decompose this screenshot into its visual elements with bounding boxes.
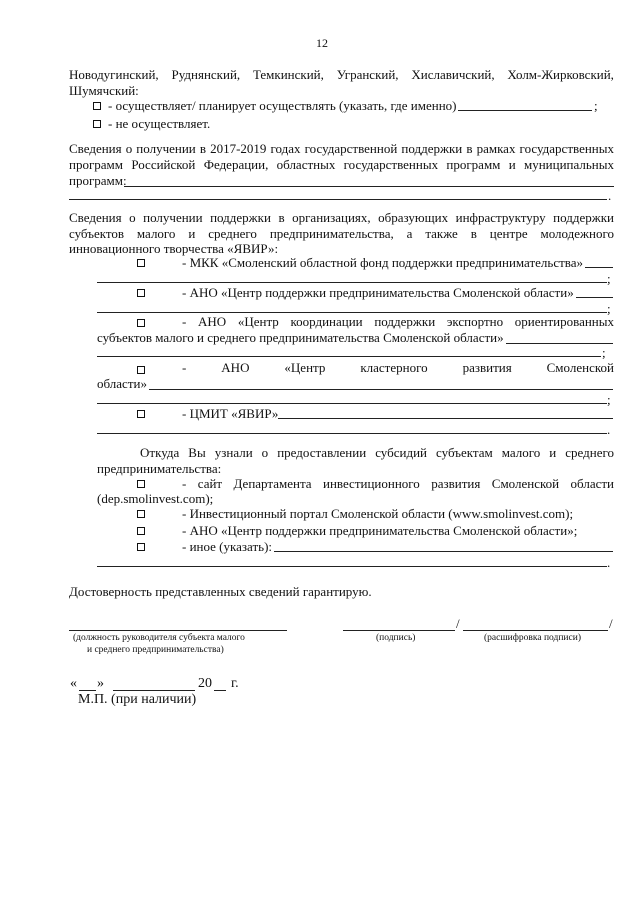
infra-item-mkk: - МКК «Смоленский областной фонд поддержки предпринимательства»: [182, 255, 584, 270]
source-opt-dep-1: - сайт Департамента инвестиционного развития Смоленской области: [182, 476, 614, 491]
checkbox-cmit[interactable]: [137, 410, 145, 418]
fill-line-mkk-1[interactable]: [585, 267, 613, 268]
checkbox-implements[interactable]: [93, 102, 101, 110]
caption-decode: (расшифровка подписи): [484, 633, 581, 643]
source-opt-dep-2: (dep.smolinvest.com);: [97, 491, 214, 506]
source-line-2: предпринимательства:: [97, 461, 222, 476]
support-end: .: [608, 188, 612, 203]
page-number: 12: [316, 36, 328, 50]
infra-item-export-end: ;: [602, 345, 606, 360]
source-opt-other: - иное (указать):: [182, 539, 273, 554]
infra-line-2: субъектов малого и среднего предпринимательства, а также в центре молодежного: [69, 226, 614, 241]
option-implements-end: ;: [594, 98, 598, 113]
fill-line-support-2[interactable]: [69, 199, 607, 200]
date-close-quote: »: [97, 676, 104, 691]
fill-line-month[interactable]: [113, 690, 195, 691]
support-line-3: программ:: [69, 173, 127, 188]
checkbox-invest-portal[interactable]: [137, 510, 145, 518]
fill-line-cmit-1[interactable]: [278, 418, 613, 419]
support-line-2: программ Российской Федерации, областных государственных программ и муниципальных: [69, 157, 614, 172]
fill-line-year[interactable]: [214, 690, 226, 691]
guarantee-text: Достоверность представленных сведений гарантирую.: [69, 584, 372, 599]
checkbox-other[interactable]: [137, 543, 145, 551]
checkbox-mkk[interactable]: [137, 259, 145, 267]
stamp-label: М.П. (при наличии): [78, 692, 197, 707]
fill-line-cluster-2[interactable]: [97, 403, 607, 404]
infra-item-cmit: - ЦМИТ «ЯВИР»: [182, 406, 279, 421]
fill-line-other-1[interactable]: [274, 551, 613, 552]
fill-line-cluster-1[interactable]: [149, 389, 613, 390]
district-word: Руднянский,: [171, 67, 241, 82]
date-year-suffix: г.: [231, 676, 239, 691]
fill-line-where[interactable]: [458, 110, 592, 111]
districts-line-1: [69, 67, 614, 82]
cluster-word: «Центр: [284, 360, 326, 375]
fill-line-cmit-2[interactable]: [97, 433, 607, 434]
slash-2: /: [609, 616, 613, 631]
cluster-word: -: [182, 360, 187, 375]
caption-signature: (подпись): [376, 633, 416, 643]
cluster-word: развития: [462, 360, 512, 375]
fill-line-decode[interactable]: [463, 630, 608, 631]
fill-line-mkk-2[interactable]: [97, 282, 607, 283]
cluster-word: Смоленской: [546, 360, 614, 375]
district-word: Хиславичский,: [411, 67, 495, 82]
checkbox-not-implements[interactable]: [93, 120, 101, 128]
infra-line-3: инновационного творчества «ЯВИР»:: [69, 241, 279, 256]
date-open-quote: «: [70, 676, 77, 691]
checkbox-cluster-center[interactable]: [137, 366, 145, 374]
fill-line-support-1[interactable]: [124, 186, 614, 187]
infra-item-ano-end: ;: [607, 301, 611, 316]
infra-item-cluster-2: области»: [97, 376, 147, 391]
fill-line-other-2[interactable]: [97, 566, 607, 567]
option-not-implements: - не осуществляет.: [108, 116, 211, 131]
infra-item-export-1: - АНО «Центр координации поддержки экспортно ориентированных: [182, 314, 614, 329]
district-word: Новодугинский,: [69, 67, 159, 82]
fill-line-position[interactable]: [69, 630, 287, 631]
checkbox-ano-support[interactable]: [137, 527, 145, 535]
caption-position-1: (должность руководителя субъекта малого: [73, 633, 245, 643]
fill-line-export-2[interactable]: [97, 356, 601, 357]
infra-item-export-2: субъектов малого и среднего предпринимательства Смоленской области»: [97, 330, 504, 345]
source-end: .: [607, 555, 611, 570]
date-year-prefix: 20: [198, 676, 212, 691]
caption-position-2: и среднего предпринимательства): [87, 645, 224, 655]
fill-line-ano-1[interactable]: [576, 297, 613, 298]
district-word: Холм-Жирковский,: [507, 67, 614, 82]
fill-line-signature[interactable]: [343, 630, 455, 631]
cluster-word: кластерного: [360, 360, 428, 375]
source-opt-ano: - АНО «Центр поддержки предпринимательства Смоленской области»;: [182, 523, 578, 538]
checkbox-dep-site[interactable]: [137, 480, 145, 488]
checkbox-export-center[interactable]: [137, 319, 145, 327]
infra-item-cmit-end: .: [607, 422, 611, 437]
infra-item-ano-center: - АНО «Центр поддержки предпринимательства Смоленской области»: [182, 285, 574, 300]
slash-1: /: [456, 616, 460, 631]
fill-line-ano-2[interactable]: [97, 312, 607, 313]
cluster-word: АНО: [221, 360, 250, 375]
source-opt-portal: - Инвестиционный портал Смоленской области (www.smolinvest.com);: [182, 506, 574, 521]
infra-line-1: Сведения о получении поддержки в организациях, образующих инфраструктуру поддержки: [69, 210, 614, 225]
support-line-1: Сведения о получении в 2017-2019 годах государственной поддержки в рамках государственных: [69, 141, 614, 156]
infra-item-mkk-end: ;: [607, 271, 611, 286]
checkbox-ano-center[interactable]: [137, 289, 145, 297]
district-word: Темкинский,: [252, 67, 324, 82]
source-line-1: Откуда Вы узнали о предоставлении субсидий субъектам малого и среднего: [140, 445, 614, 460]
districts-line-2: Шумячский:: [69, 83, 139, 98]
infra-item-cluster-end: ;: [607, 392, 611, 407]
option-implements: - осуществляет/ планирует осуществлять (указать, где именно): [108, 98, 457, 113]
fill-line-day[interactable]: [79, 690, 96, 691]
district-word: Угранский,: [336, 67, 399, 82]
infra-item-cluster-1: [182, 360, 614, 375]
fill-line-export-1[interactable]: [506, 343, 613, 344]
